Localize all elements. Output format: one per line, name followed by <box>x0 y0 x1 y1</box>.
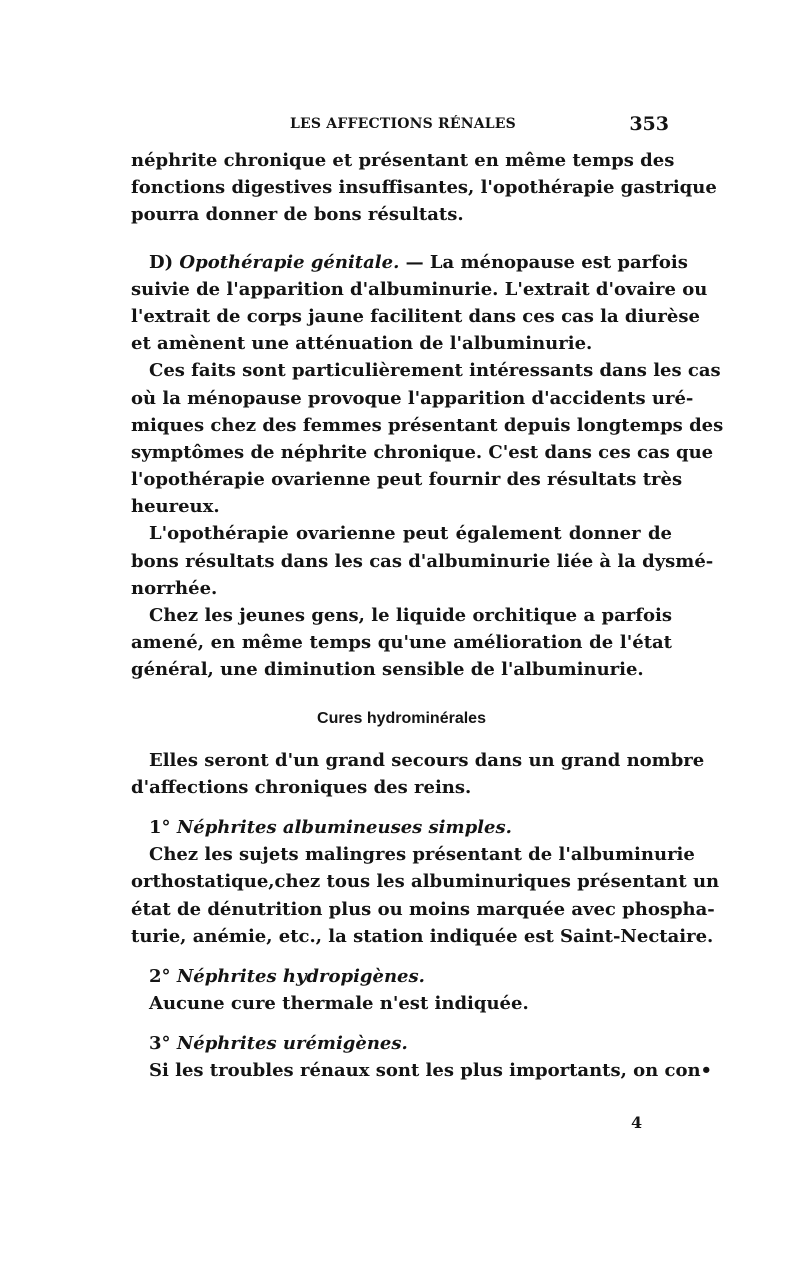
paragraph <box>131 602 672 684</box>
item-heading <box>131 1030 672 1057</box>
text-line: turie, anémie, etc., la station indiquée est Saint-Nectaire. <box>131 925 714 947</box>
page-header <box>0 114 800 140</box>
item-number: 2° <box>149 965 171 987</box>
text-line: Aucune cure thermale n'est indiquée. <box>149 993 529 1015</box>
text-line: Si les troubles rénaux sont les plus importants, on con• <box>149 1060 713 1082</box>
item-number: 3° <box>149 1033 171 1055</box>
text-line: Ces faits sont particulièrement intéressants dans les cas <box>149 360 721 382</box>
text-line: l'extrait de corps jaune facilitent dans ces cas la diurèse <box>131 305 700 327</box>
printer-signature: 4 <box>631 1113 643 1132</box>
text-fragment: — La ménopause est parfois <box>399 251 688 273</box>
numbered-item <box>131 1030 713 1084</box>
text-line: suivie de l'apparition d'albuminurie. L'extrait d'ovaire ou <box>131 278 708 300</box>
text-line: l'opothérapie ovarienne peut fournir des résultats très <box>131 469 683 491</box>
paragraph <box>131 747 705 801</box>
text-line: Chez les jeunes gens, le liquide orchitique a parfois <box>149 605 672 626</box>
text-line: Chez les sujets malingres présentant de l'albuminurie <box>149 844 695 866</box>
paragraph <box>131 249 708 358</box>
item-title: Néphrites urémigènes. <box>176 1033 408 1055</box>
text-line: pourra donner de bons résultats. <box>131 204 464 226</box>
text-line: et amènent une atténuation de l'albuminurie. <box>131 333 593 355</box>
running-title: LES AFFECTIONS RÉNALES <box>290 116 516 132</box>
text-line: état de dénutrition plus ou moins marquée avec phospha- <box>131 898 715 920</box>
text-line: fonctions digestives insuffisantes, l'opothérapie gastrique <box>131 177 717 199</box>
page-number: 353 <box>629 113 669 135</box>
text-line: général, une diminution sensible de l'albuminurie. <box>131 659 644 681</box>
text-line: miques chez des femmes présentant depuis longtemps des <box>131 414 724 436</box>
text-line: symptômes de néphrite chronique. C'est dans ces cas que <box>131 441 714 463</box>
subsection-label: D) <box>149 251 174 273</box>
item-heading <box>131 963 672 990</box>
text-line: où la ménopause provoque l'apparition d'accidents uré- <box>131 387 694 409</box>
paragraph <box>131 520 714 602</box>
text-line: norrhée. <box>131 577 218 599</box>
paragraph <box>131 147 717 229</box>
text-line: orthostatique,chez tous les albuminuriques présentant un <box>131 871 720 893</box>
text-line: bons résultats dans les cas d'albuminurie liée à la dysmé- <box>131 550 714 572</box>
item-title: Néphrites albumineuses simples. <box>176 816 512 838</box>
body-text <box>131 147 724 1085</box>
text-line: L'opothérapie ovarienne peut également donner de <box>149 523 672 545</box>
text-line: heureux. <box>131 496 220 518</box>
item-number: 1° <box>149 816 171 838</box>
paragraph <box>131 357 724 520</box>
numbered-item <box>131 963 672 1017</box>
section-heading: Cures hydrominérales <box>317 709 486 727</box>
subsection-title: Opothérapie génitale. <box>179 251 400 273</box>
item-title: Néphrites hydropigènes. <box>176 965 425 987</box>
text-line: amené, en même temps qu'une amélioration de l'état <box>131 632 672 654</box>
text-line: d'affections chroniques des reins. <box>131 776 472 798</box>
numbered-item <box>131 814 720 950</box>
item-heading <box>131 814 672 841</box>
text-line: Elles seront d'un grand secours dans un grand nombre <box>149 749 705 771</box>
text-line: néphrite chronique et présentant en même temps des <box>131 150 675 171</box>
text-line <box>131 249 688 276</box>
